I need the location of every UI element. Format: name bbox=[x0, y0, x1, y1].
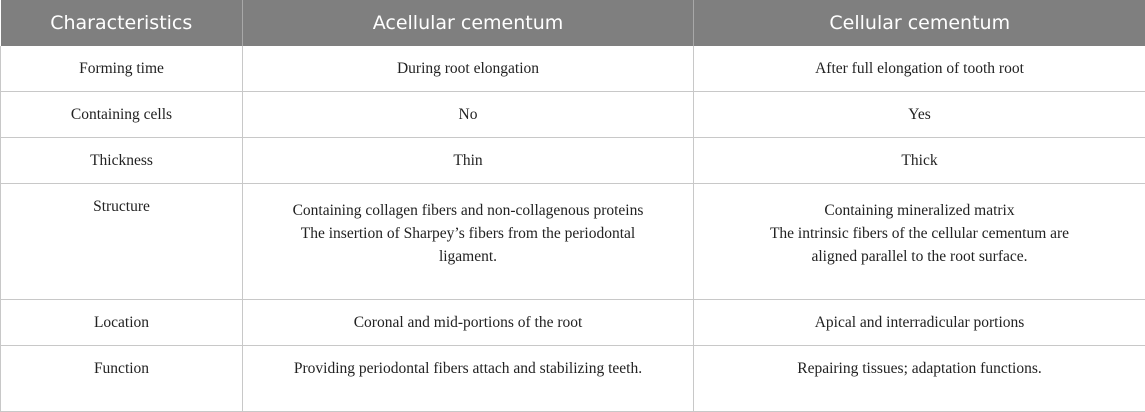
cell-line: Repairing tissues; adaptation functions. bbox=[704, 357, 1135, 380]
cellular-location bbox=[694, 300, 1145, 346]
header-row bbox=[1, 0, 1145, 46]
acellular-containing-cells bbox=[243, 92, 694, 138]
cell-line: Containing mineralized matrix bbox=[755, 199, 1085, 222]
table-row-forming-time bbox=[1, 46, 1145, 92]
header-cellular-cementum: Cellular cementum bbox=[694, 0, 1145, 46]
header-acellular-cementum: Acellular cementum bbox=[243, 0, 694, 46]
cell-line: After full elongation of tooth root bbox=[704, 57, 1135, 80]
cell-text-block bbox=[755, 199, 1085, 268]
table-row-function bbox=[1, 346, 1145, 412]
table-row-containing-cells bbox=[1, 92, 1145, 138]
cell-text-block bbox=[288, 199, 648, 268]
cell-line: Thin bbox=[253, 149, 683, 172]
acellular-function bbox=[243, 346, 694, 412]
acellular-structure bbox=[243, 184, 694, 300]
table-header bbox=[1, 0, 1145, 46]
row-label-location: Location bbox=[1, 300, 243, 346]
row-label-function: Function bbox=[1, 346, 243, 412]
row-label-containing-cells: Containing cells bbox=[1, 92, 243, 138]
cellular-structure bbox=[694, 184, 1145, 300]
cellular-containing-cells bbox=[694, 92, 1145, 138]
cellular-forming-time bbox=[694, 46, 1145, 92]
row-label-forming-time: Forming time bbox=[1, 46, 243, 92]
row-label-structure: Structure bbox=[1, 184, 243, 300]
cell-line: Yes bbox=[704, 103, 1135, 126]
cell-line: Apical and interradicular portions bbox=[704, 311, 1135, 334]
acellular-thickness bbox=[243, 138, 694, 184]
header-characteristics: Characteristics bbox=[1, 0, 243, 46]
row-label-thickness: Thickness bbox=[1, 138, 243, 184]
table-row-thickness bbox=[1, 138, 1145, 184]
cell-line: The insertion of Sharpey’s fibers from the periodontal ligament. bbox=[288, 222, 648, 268]
acellular-forming-time bbox=[243, 46, 694, 92]
cell-line: Containing collagen fibers and non-collagenous proteins bbox=[288, 199, 648, 222]
cell-line: No bbox=[253, 103, 683, 126]
table-row-location bbox=[1, 300, 1145, 346]
cellular-function bbox=[694, 346, 1145, 412]
cell-line: The intrinsic fibers of the cellular cementum are aligned parallel to the root surface. bbox=[755, 222, 1085, 268]
cell-line: During root elongation bbox=[253, 57, 683, 80]
cellular-thickness bbox=[694, 138, 1145, 184]
cell-text-block bbox=[288, 357, 648, 380]
acellular-location bbox=[243, 300, 694, 346]
table-body bbox=[1, 46, 1145, 412]
table-row-structure bbox=[1, 184, 1145, 300]
cell-line: Providing periodontal fibers attach and stabilizing teeth. bbox=[288, 357, 648, 380]
cell-line: Thick bbox=[704, 149, 1135, 172]
cell-line: Coronal and mid-portions of the root bbox=[253, 311, 683, 334]
